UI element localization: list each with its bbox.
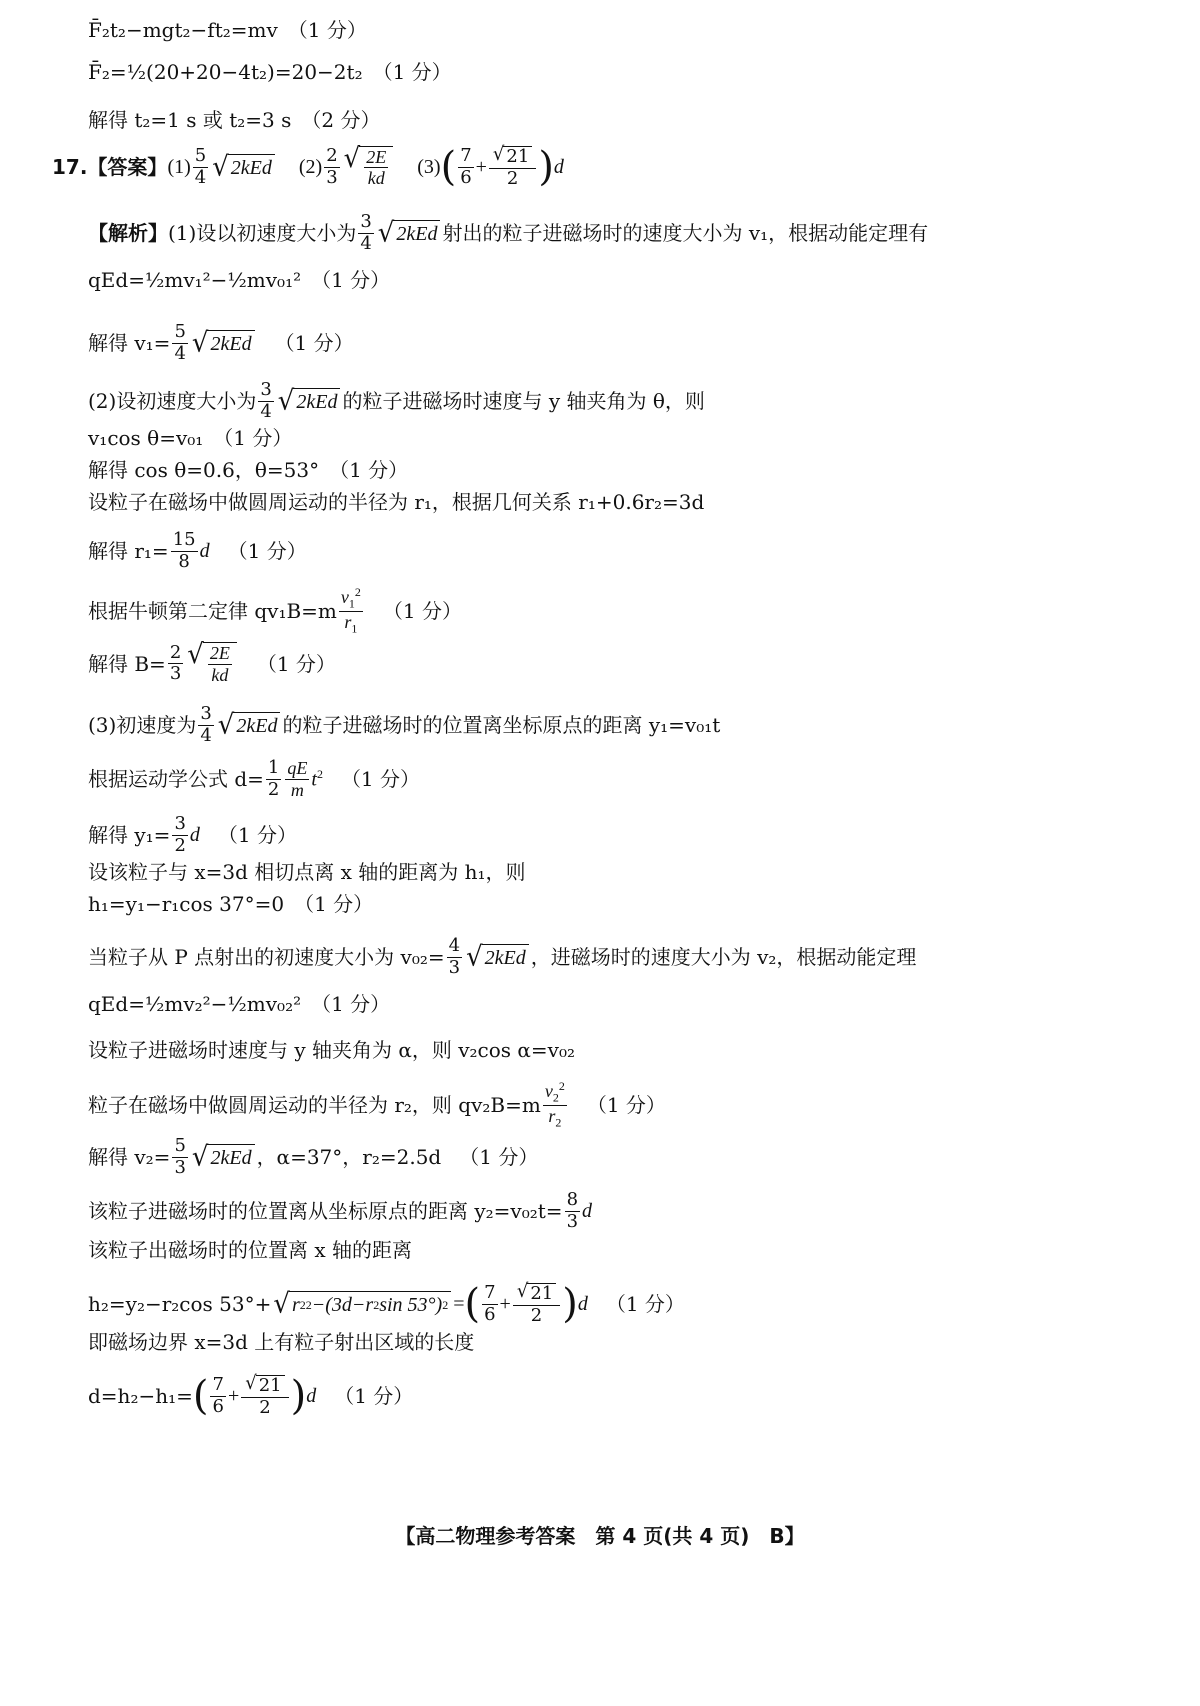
analysis-text: 的粒子进磁场时速度与 y 轴夹角为 θ，则 — [342, 389, 705, 414]
equation-text: d=h₂−h₁= — [88, 1384, 193, 1409]
analysis-text: 粒子在磁场中做圆周运动的半径为 r₂，则 qv₂B=m — [88, 1093, 541, 1118]
solution-text: 解得 y₁= — [88, 823, 171, 848]
score: （1 分） — [459, 1145, 539, 1170]
analysis-text: 该粒子进磁场时的位置离从坐标原点的距离 y₂=v₀₂t= — [88, 1199, 563, 1224]
sqrt: √ $\frac{2E}{kd}$ — [344, 146, 394, 189]
analysis-line: (2)设初速度大小为 $\frac{3}{4}$ √ 2kEd 的粒子进磁场时速度与 y 轴夹角为 θ，则 — [88, 379, 705, 422]
solution-line — [88, 460, 408, 480]
analysis-line: 该粒子进磁场时的位置离从坐标原点的距离 y₂=v₀₂t= $\frac{8}{3}$ d — [88, 1189, 593, 1232]
analysis-line: (3)初速度为 $\frac{3}{4}$ √ 2kEd 的粒子进磁场时的位置离坐标原点的距离 y₁=v₀₁t — [88, 703, 721, 746]
score: （1 分） — [274, 331, 354, 356]
solution-text: 解得 v₁= — [88, 331, 171, 356]
analysis-text: ，进磁场时的速度大小为 v₂，根据动能定理 — [530, 945, 917, 970]
solution-text: 解得 cos θ=0.6，θ=53° （1 分） — [88, 458, 409, 482]
analysis-text: 根据牛顿第二定律 qv₁B=m — [88, 599, 337, 624]
analysis-text: (1)设以初速度大小为 — [168, 221, 357, 246]
equation-text: 根据运动学公式 d= — [88, 767, 264, 792]
analysis-text: 射出的粒子进磁场时的速度大小为 v₁，根据动能定理有 — [442, 221, 929, 246]
sqrt: √ 2kEd — [212, 154, 275, 180]
solution-text: 解得 B= — [88, 651, 166, 676]
equation-line — [88, 62, 452, 82]
analysis-text: 该粒子出磁场时的位置离 x 轴的距离 — [88, 1238, 412, 1262]
fraction: $\frac{2}{3}$ — [326, 145, 338, 188]
solution-line: 解得 r₁= $\frac{15}{8}$ d （1 分） — [88, 529, 307, 572]
fraction: $\frac{7}{6}$ — [460, 145, 472, 188]
solution-line: 解得 y₁= $\frac{3}{2}$ d （1 分） — [88, 813, 297, 856]
solution-text: 解得 t₂=1 s 或 t₂=3 s （2 分） — [88, 108, 381, 132]
solution-text: ，α=37°，r₂=2.5d — [256, 1145, 442, 1170]
analysis-line — [88, 492, 704, 512]
fraction: √ 21 2 — [489, 145, 536, 189]
equation-line — [88, 20, 367, 40]
analysis-line — [88, 1332, 474, 1352]
analysis-line: 当粒子从 P 点射出的初速度大小为 v₀₂= $\frac{4}{3}$ √ 2kEd ，进磁场时的速度大小为 v₂，根据动能定理 — [88, 935, 917, 978]
equation-line — [88, 428, 292, 448]
page-footer: 【高二物理参考答案 第 4 页(共 4 页) B】 — [395, 1524, 805, 1548]
answer-line: 17.【答案】 (1) $\frac{5}{4}$ √ 2kEd (2) $\frac{2}{3}$ √ $\frac{2E}{kd}$ (3) ( $\frac{7}{6}$ + √ 21 2 ) d — [52, 142, 564, 191]
equation-line: d=h₂−h₁= ( $\frac{7}{6}$ + √ 21 2 ) d （1 分） — [88, 1372, 414, 1420]
analysis-line — [88, 862, 526, 882]
analysis-label: 【解析】 — [88, 221, 168, 246]
fraction: $\frac{5}{4}$ — [194, 145, 207, 188]
score: （1 分） — [334, 1384, 414, 1409]
equation-line — [88, 894, 373, 914]
solution-line: 解得 v₂= $\frac{5}{3}$ √ 2kEd ，α=37°，r₂=2.5d （1 分） — [88, 1135, 539, 1178]
solution-line: 解得 B= $\frac{2}{3}$ √ $\frac{2E}{kd}$ （1 分） — [88, 638, 336, 685]
analysis-text: 即磁场边界 x=3d 上有粒子射出区域的长度 — [88, 1330, 475, 1354]
analysis-text: (3)初速度为 — [88, 713, 197, 738]
equation-text: v₁cos θ=v₀₁ （1 分） — [88, 426, 293, 450]
solution-text: 解得 r₁= — [88, 539, 169, 564]
analysis-line — [88, 1240, 412, 1260]
score: （1 分） — [227, 539, 307, 564]
score: （1 分） — [605, 1292, 685, 1317]
equation-line: h₂=y₂−r₂cos 53°+ √ r 2 2 −(3d−r 2 sin 53°) 2 = ( $\frac{7}{6}$ + √ 21 2 ) d （1 分） — [88, 1280, 685, 1328]
analysis-text: 设粒子进磁场时速度与 y 轴夹角为 α，则 v₂cos α=v₀₂ — [88, 1038, 576, 1062]
score: （1 分） — [586, 1093, 666, 1118]
analysis-line: 根据牛顿第二定律 qv₁B=m $\frac{v_1^2}{r_1}$ （1 分） — [88, 585, 462, 636]
score: （1 分） — [340, 767, 421, 792]
equation-text: F̄₂t₂−mgt₂−ft₂=mv （1 分） — [88, 18, 367, 42]
analysis-text: 设该粒子与 x=3d 相切点离 x 轴的距离为 h₁，则 — [88, 860, 526, 884]
answer-label: 17.【答案】 — [52, 155, 168, 180]
analysis-text: 的粒子进磁场时的位置离坐标原点的距离 y₁=v₀₁t — [282, 713, 721, 738]
score: （1 分） — [256, 651, 336, 676]
equation-line — [88, 994, 390, 1014]
equation-text: h₂=y₂−r₂cos 53°+ — [88, 1292, 272, 1317]
score: （1 分） — [217, 823, 297, 848]
equation-text: F̄₂=½(20+20−4t₂)=20−2t₂ （1 分） — [88, 60, 452, 84]
equation-text: qEd=½mv₁²−½mv₀₁² （1 分） — [88, 268, 391, 292]
equation-text: qEd=½mv₂²−½mv₀₂² （1 分） — [88, 992, 391, 1016]
analysis-text: (2)设初速度大小为 — [88, 389, 257, 414]
score: （1 分） — [382, 599, 462, 624]
equation-line: 根据运动学公式 d= $\frac{1}{2}$ $\frac{qE}{m}$ $t^2$ （1 分） — [88, 757, 421, 800]
analysis-line: 【解析】 (1)设以初速度大小为 $\frac{3}{4}$ √ 2kEd 射出的粒子进磁场时的速度大小为 v₁，根据动能定理有 — [88, 211, 929, 254]
analysis-text: 设粒子在磁场中做圆周运动的半径为 r₁，根据几何关系 r₁+0.6r₂=3d — [88, 490, 705, 514]
solution-line — [88, 110, 380, 130]
solution-text: 解得 v₂= — [88, 1145, 171, 1170]
analysis-line: 粒子在磁场中做圆周运动的半径为 r₂，则 qv₂B=m $\frac{v_2^2}{r_2}$ （1 分） — [88, 1079, 666, 1130]
analysis-line — [88, 1040, 575, 1060]
solution-line: 解得 v₁= $\frac{5}{4}$ √ 2kEd （1 分） — [88, 321, 354, 364]
equation-text: h₁=y₁−r₁cos 37°=0 （1 分） — [88, 892, 374, 916]
equation-line — [88, 270, 390, 290]
analysis-text: 当粒子从 P 点射出的初速度大小为 v₀₂= — [88, 945, 445, 970]
